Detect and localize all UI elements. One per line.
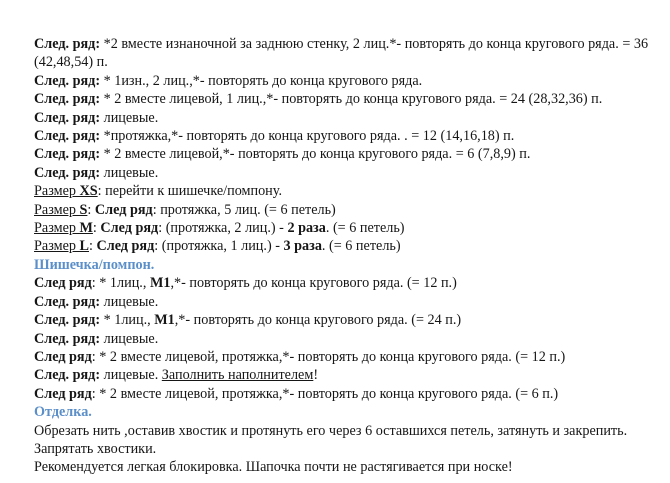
size-name: XS <box>79 183 98 200</box>
row-label: След. ряд: <box>34 164 101 181</box>
row-text: * 1изн., 2 лиц.,*- повторять до конца кругового ряда. <box>100 72 423 89</box>
row-label: След ряд <box>34 275 92 292</box>
pompom-row-3: След. ряд: * 1лиц., M1,*- повторять до конца кругового ряда. (= 24 п.) <box>34 312 462 329</box>
size-name: M <box>79 220 93 237</box>
section-heading-finish: Отделка. <box>34 404 92 421</box>
row-text: * 2 вместе лицевой, 1 лиц.,*- повторять до конца кругового ряда. = 24 (28,32,36) п. <box>100 91 603 108</box>
section-heading-pompom: Шишечка/помпон. <box>34 256 155 273</box>
row-label: След ряд <box>96 238 155 255</box>
size-xs-line <box>34 182 659 200</box>
m1-abbrev: M1 <box>154 312 175 329</box>
row-label: След ряд <box>34 348 92 365</box>
row-label: След. ряд: <box>34 109 101 126</box>
size-s-line: Размер S: След ряд: протяжка, 5 лиц. (= 6 петель) <box>34 201 336 218</box>
pompom-row-1: След ряд: * 1лиц., M1,*- повторять до конца кругового ряда. (= 12 п.) <box>34 275 457 292</box>
size-prefix: Размер XS <box>34 183 98 200</box>
pompom-row-4: След. ряд: лицевые. <box>34 330 159 347</box>
size-text: : (протяжка, 1 лиц.) - <box>154 238 284 255</box>
repeat-count: 3 раза <box>283 238 322 255</box>
row-label: След. ряд: <box>34 72 101 89</box>
pompom-row-2: След. ряд: лицевые. <box>34 293 159 310</box>
size-text: : перейти к шишечке/помпону. <box>97 183 282 200</box>
size-name: L <box>79 238 89 255</box>
row-line-5 <box>34 127 659 145</box>
row-text: лицевые. <box>100 164 159 181</box>
row-line-3 <box>34 90 659 108</box>
row-line-7 <box>34 164 659 182</box>
row-line-2 <box>34 72 659 90</box>
row-text: лицевые. <box>100 109 159 126</box>
size-m-line: Размер M: След ряд: (протяжка, 2 лиц.) - 2 раза. (= 6 петель) <box>34 220 405 237</box>
pompom-row-6: След. ряд: лицевые. Заполнить наполнителем! <box>34 367 319 384</box>
row-text: *протяжка,*- повторять до конца кругового ряда. . = 12 (14,16,18) п. <box>100 128 515 145</box>
row-label: След. ряд: <box>34 36 101 52</box>
repeat-count: 2 раза <box>287 220 326 237</box>
row-label: След. ряд: <box>34 330 101 347</box>
size-text: : (протяжка, 2 лиц.) - <box>158 220 288 237</box>
pompom-row-5: След ряд: * 2 вместе лицевой, протяжка,*- повторять до конца кругового ряда. (= 12 п.) <box>34 348 566 365</box>
size-name: S <box>79 201 88 218</box>
row-line-6 <box>34 145 659 163</box>
row-line-1 <box>34 35 659 72</box>
size-prefix: Размер S <box>34 201 88 218</box>
row-label: След ряд <box>100 220 159 237</box>
row-label: След. ряд: <box>34 312 101 329</box>
row-label: След ряд <box>94 201 153 218</box>
row-label: След ряд <box>34 385 92 402</box>
size-prefix: Размер M <box>34 220 93 237</box>
row-label: След. ряд: <box>34 293 101 310</box>
row-label: След. ряд: <box>34 128 101 145</box>
row-label: След. ряд: <box>34 367 101 384</box>
row-label: След. ряд: <box>34 146 101 163</box>
size-prefix: Размер L <box>34 238 89 255</box>
size-text: : протяжка, 5 лиц. (= 6 петель) <box>152 201 336 218</box>
pompom-row-7: След ряд: * 2 вместе лицевой, протяжка,*- повторять до конца кругового ряда. (= 6 п.) <box>34 385 559 402</box>
finish-paragraph: Обрезать нить ,оставив хвостик и протянуть его через 6 оставшихся петель, затянуть и закрепить. Запрятать хвостики. <box>34 422 628 457</box>
size-l-line: Размер L: След ряд: (протяжка, 1 лиц.) - 3 раза. (= 6 петель) <box>34 238 401 255</box>
row-text: * 2 вместе лицевой,*- повторять до конца кругового ряда. = 6 (7,8,9) п. <box>100 146 531 163</box>
finish-note: Рекомендуется легкая блокировка. Шапочка почти не растягивается при носке! <box>34 459 513 476</box>
row-text: *2 вместе изнаночной за заднюю стенку, 2 лиц.*- повторять до конца кругового ряда. = 36 (42,48,54) п. <box>34 36 649 71</box>
row-label: След. ряд: <box>34 91 101 108</box>
knitting-instructions <box>34 35 659 477</box>
m1-abbrev: M1 <box>149 275 171 292</box>
fill-instruction: Заполнить наполнителем <box>161 367 314 384</box>
row-line-4 <box>34 109 659 127</box>
